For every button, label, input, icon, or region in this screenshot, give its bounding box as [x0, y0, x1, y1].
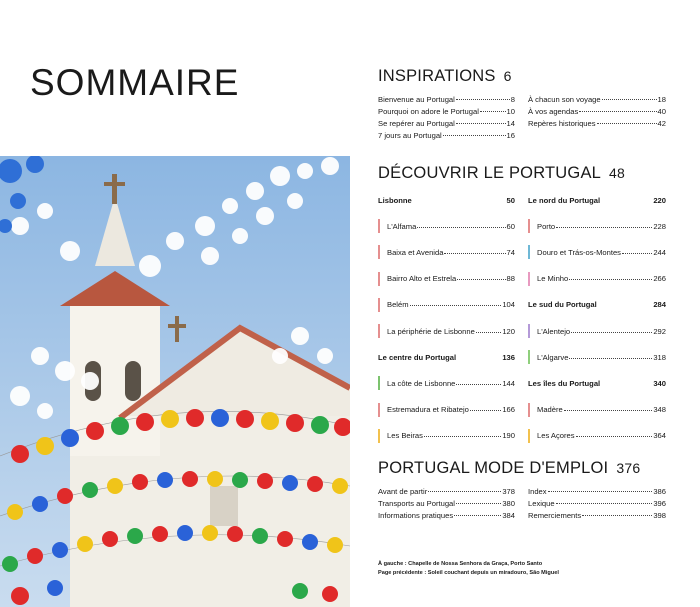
toc-entry-page: 348 — [653, 405, 666, 415]
toc-entry-page: 318 — [653, 352, 666, 362]
region-color-bar — [378, 219, 380, 233]
toc-entry-label: L'Algarve — [537, 352, 569, 362]
section-mode-emploi — [378, 459, 640, 478]
section-inspirations-page: 6 — [503, 68, 512, 84]
toc-entry-label: Belém — [387, 300, 409, 310]
dot-leader — [582, 515, 652, 516]
toc-entry-page: 74 — [506, 247, 515, 257]
toc-entry[interactable] — [528, 511, 666, 523]
toc-entry[interactable] — [378, 318, 515, 344]
dot-leader — [579, 111, 656, 112]
toc-entry-label: Baixa et Avenida — [387, 247, 444, 257]
decouvrir-right-list — [528, 187, 666, 449]
caption-previous: Page précédente : Soleil couchant depuis un miradouro, São Miguel — [378, 570, 559, 576]
toc-entry-page: 384 — [502, 511, 515, 520]
caption-left: À gauche : Chapelle de Nossa Senhora da Graça, Porto Santo — [378, 561, 543, 567]
toc-entry-page: 88 — [506, 274, 515, 284]
toc-entry-label: Le sud du Portugal — [528, 300, 597, 310]
photo-captions — [378, 560, 559, 578]
toc-entry[interactable] — [378, 95, 515, 107]
dot-leader — [443, 135, 506, 136]
toc-entry[interactable] — [528, 318, 666, 344]
inspirations-right-list — [528, 95, 666, 131]
toc-entry[interactable] — [528, 119, 666, 131]
dot-leader — [597, 123, 657, 124]
toc-entry[interactable] — [528, 423, 666, 449]
region-color-bar — [528, 245, 530, 259]
toc-entry-label: Le nord du Portugal — [528, 195, 601, 205]
toc-entry[interactable] — [378, 370, 515, 396]
toc-entry-page: 378 — [502, 487, 515, 496]
region-color-bar — [528, 350, 530, 364]
toc-entry-page: 266 — [653, 274, 666, 284]
region-color-bar — [378, 376, 380, 390]
dot-leader — [576, 436, 653, 437]
toc-entry[interactable] — [528, 499, 666, 511]
section-decouvrir — [378, 164, 625, 183]
dot-leader — [556, 503, 653, 504]
toc-entry-page: 104 — [502, 300, 515, 310]
dot-leader — [480, 111, 506, 112]
toc-entry-label: Estremadura et Ribatejo — [387, 405, 469, 415]
toc-entry[interactable] — [378, 239, 515, 265]
toc-entry-label: Bienvenue au Portugal — [378, 95, 455, 104]
toc-entry-label: Se repérer au Portugal — [378, 119, 455, 128]
toc-entry-label: Remerciements — [528, 511, 582, 520]
dot-leader — [602, 99, 657, 100]
region-color-bar — [528, 324, 530, 338]
toc-entry-label: Les Açores — [537, 431, 575, 441]
dot-leader — [548, 491, 653, 492]
toc-entry-page: 10 — [506, 107, 515, 116]
toc-entry-label: Le Minho — [537, 274, 569, 284]
toc-entry-page: 396 — [653, 499, 666, 508]
region-color-bar — [528, 219, 530, 233]
section-decouvrir-page: 48 — [609, 165, 626, 181]
toc-entry-page: 386 — [653, 487, 666, 496]
toc-entry-page: 136 — [502, 352, 515, 362]
toc-entry-page: 380 — [502, 499, 515, 508]
section-decouvrir-title: DÉCOUVRIR LE PORTUGAL — [378, 164, 602, 182]
toc-entry[interactable] — [378, 487, 515, 499]
dot-leader — [457, 279, 505, 280]
toc-entry[interactable] — [528, 487, 666, 499]
dot-leader — [569, 279, 652, 280]
section-mode-emploi-title: PORTUGAL MODE D'EMPLOI — [378, 459, 609, 477]
toc-entry[interactable] — [378, 266, 515, 292]
toc-entry[interactable] — [528, 292, 666, 318]
toc-entry[interactable] — [528, 397, 666, 423]
dot-leader — [456, 99, 510, 100]
toc-entry-label: Transports au Portugal — [378, 499, 455, 508]
dot-leader — [417, 227, 505, 228]
toc-entry-page: 190 — [502, 431, 515, 441]
toc-entry-page: 42 — [657, 119, 666, 128]
toc-entry-label: Porto — [537, 221, 556, 231]
toc-entry-label: À chacun son voyage — [528, 95, 601, 104]
dot-leader — [444, 253, 505, 254]
region-color-bar — [528, 429, 530, 443]
toc-entry-label: Avant de partir — [378, 487, 428, 496]
toc-entry[interactable] — [378, 499, 515, 511]
toc-entry-label: Repères historiques — [528, 119, 596, 128]
region-color-bar — [378, 429, 380, 443]
dot-leader — [428, 491, 501, 492]
toc-entry-label: L'Alentejo — [537, 326, 571, 336]
toc-entry-page: 14 — [506, 119, 515, 128]
toc-entry-page: 18 — [657, 95, 666, 104]
toc-entry-page: 166 — [502, 405, 515, 415]
toc-entry[interactable] — [378, 423, 515, 449]
toc-entry-page: 364 — [653, 431, 666, 441]
toc-entry[interactable] — [528, 187, 666, 213]
toc-entry-label: La périphérie de Lisbonne — [387, 326, 475, 336]
dot-leader — [564, 410, 653, 411]
toc-entry-label: Le centre du Portugal — [378, 352, 457, 362]
dot-leader — [410, 305, 502, 306]
toc-entry-label: L'Alfama — [387, 221, 417, 231]
toc-entry-page: 340 — [653, 378, 666, 388]
toc-entry-label: Les îles du Portugal — [528, 378, 601, 388]
toc-entry-page: 284 — [653, 300, 666, 310]
toc-entry-page: 292 — [653, 326, 666, 336]
decouvrir-left-list — [378, 187, 515, 449]
church-photo — [0, 156, 350, 607]
toc-entry-page: 120 — [502, 326, 515, 336]
toc-entry-page: 8 — [510, 95, 515, 104]
toc-entry[interactable] — [528, 370, 666, 396]
section-inspirations-title: INSPIRATIONS — [378, 67, 496, 85]
dot-leader — [454, 515, 501, 516]
toc-entry-page: 228 — [653, 221, 666, 231]
toc-entry[interactable] — [528, 344, 666, 370]
toc-entry-label: La côte de Lisbonne — [387, 378, 456, 388]
dot-leader — [571, 332, 652, 333]
toc-entry-label: Lexique — [528, 499, 555, 508]
dot-leader — [556, 227, 652, 228]
dot-leader — [569, 358, 652, 359]
toc-entry[interactable] — [528, 95, 666, 107]
toc-entry-page: 398 — [653, 511, 666, 520]
mode-right-list — [528, 487, 666, 523]
toc-entry-label: À vos agendas — [528, 107, 579, 116]
toc-entry[interactable] — [378, 107, 515, 119]
toc-entry-label: Informations pratiques — [378, 511, 454, 520]
toc-entry[interactable] — [378, 119, 515, 131]
section-mode-emploi-page: 376 — [616, 460, 641, 476]
toc-entry[interactable] — [378, 511, 515, 523]
toc-entry-page: 244 — [653, 247, 666, 257]
toc-entry[interactable] — [378, 292, 515, 318]
region-color-bar — [378, 245, 380, 259]
toc-entry-page: 16 — [506, 131, 515, 140]
dot-leader — [622, 253, 652, 254]
inspirations-left-list — [378, 95, 515, 143]
toc-entry-label: Madère — [537, 405, 563, 415]
region-color-bar — [378, 272, 380, 286]
toc-entry-page: 144 — [502, 378, 515, 388]
mode-left-list — [378, 487, 515, 523]
region-color-bar — [378, 298, 380, 312]
section-inspirations — [378, 67, 512, 86]
toc-entry-label: Bairro Alto et Estrela — [387, 274, 457, 284]
dot-leader — [424, 436, 501, 437]
toc-entry-page: 60 — [506, 221, 515, 231]
toc-entry[interactable] — [528, 107, 666, 119]
dot-leader — [456, 384, 501, 385]
toc-entry[interactable] — [378, 397, 515, 423]
dot-leader — [470, 410, 501, 411]
toc-entry-page: 50 — [506, 195, 515, 205]
toc-entry[interactable] — [528, 266, 666, 292]
toc-entry-label: Pourquoi on adore le Portugal — [378, 107, 479, 116]
toc-entry-label: Lisbonne — [378, 195, 412, 205]
region-color-bar — [378, 324, 380, 338]
region-color-bar — [528, 272, 530, 286]
toc-entry-page: 40 — [657, 107, 666, 116]
page-title: SOMMAIRE — [30, 62, 240, 103]
toc-entry[interactable] — [378, 131, 515, 143]
dot-leader — [456, 503, 501, 504]
toc-entry-page: 220 — [653, 195, 666, 205]
toc-entry[interactable] — [378, 344, 515, 370]
region-color-bar — [378, 403, 380, 417]
toc-entry-label: Douro et Trás-os-Montes — [537, 247, 621, 257]
dot-leader — [456, 123, 506, 124]
toc-entry[interactable] — [528, 239, 666, 265]
toc-entry[interactable] — [378, 213, 515, 239]
region-color-bar — [528, 403, 530, 417]
toc-entry[interactable] — [528, 213, 666, 239]
toc-entry-label: 7 jours au Portugal — [378, 131, 442, 140]
dot-leader — [476, 332, 502, 333]
toc-entry[interactable] — [378, 187, 515, 213]
toc-entry-label: Index — [528, 487, 547, 496]
toc-entry-label: Les Beiras — [387, 431, 423, 441]
